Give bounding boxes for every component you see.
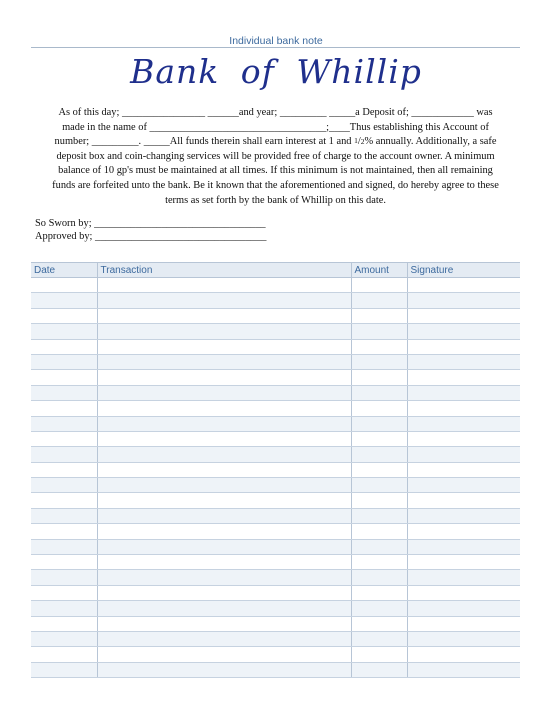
transaction-cell[interactable] xyxy=(97,662,351,677)
date-cell[interactable] xyxy=(31,354,97,369)
agreement-line xyxy=(31,135,520,150)
amount-cell[interactable] xyxy=(351,662,407,677)
signature-cell[interactable] xyxy=(407,601,520,616)
date-cell[interactable] xyxy=(31,478,97,493)
amount-cell[interactable] xyxy=(351,616,407,631)
ledger-row xyxy=(31,385,520,400)
amount-cell[interactable] xyxy=(351,570,407,585)
transaction-cell[interactable] xyxy=(97,555,351,570)
ledger-row xyxy=(31,293,520,308)
amount-cell[interactable] xyxy=(351,539,407,554)
agreement-line: made in the name of __________________________________;____Thus establishing this Account of xyxy=(62,121,489,133)
amount-cell[interactable] xyxy=(351,524,407,539)
ledger-row xyxy=(31,278,520,293)
transaction-cell[interactable] xyxy=(97,308,351,323)
agreement-line: terms as set forth by the bank of Whillip on this date. xyxy=(165,194,386,206)
ledger-row xyxy=(31,616,520,631)
ledger-row xyxy=(31,585,520,600)
ledger-row xyxy=(31,462,520,477)
date-cell[interactable] xyxy=(31,601,97,616)
signature-cell[interactable] xyxy=(407,555,520,570)
date-cell[interactable] xyxy=(31,324,97,339)
amount-cell[interactable] xyxy=(351,431,407,446)
signature-cell[interactable] xyxy=(407,339,520,354)
signature-cell[interactable] xyxy=(407,401,520,416)
date-cell[interactable] xyxy=(31,631,97,646)
signature-cell[interactable] xyxy=(407,278,520,293)
agreement-text xyxy=(31,106,520,208)
date-cell[interactable] xyxy=(31,401,97,416)
transaction-cell[interactable] xyxy=(97,339,351,354)
amount-cell[interactable] xyxy=(351,385,407,400)
ledger-row xyxy=(31,354,520,369)
date-cell[interactable] xyxy=(31,570,97,585)
transaction-cell[interactable] xyxy=(97,585,351,600)
amount-cell[interactable] xyxy=(351,555,407,570)
ledger-row xyxy=(31,662,520,677)
amount-cell[interactable] xyxy=(351,493,407,508)
amount-cell[interactable] xyxy=(351,354,407,369)
ledger-row xyxy=(31,308,520,323)
amount-cell[interactable] xyxy=(351,324,407,339)
amount-cell[interactable] xyxy=(351,370,407,385)
transaction-cell[interactable] xyxy=(97,478,351,493)
agreement-line: balance of 10 gp's must be maintained at all times. If this minimum is not maintained, then all remaining xyxy=(58,165,493,177)
signature-cell[interactable] xyxy=(407,385,520,400)
transaction-cell[interactable] xyxy=(97,508,351,523)
ledger-row xyxy=(31,478,520,493)
transaction-cell[interactable] xyxy=(97,647,351,662)
signature-cell[interactable] xyxy=(407,478,520,493)
fraction-denominator: 2 xyxy=(360,137,365,147)
date-cell[interactable] xyxy=(31,647,97,662)
date-cell[interactable] xyxy=(31,278,97,293)
signature-cell[interactable] xyxy=(407,570,520,585)
transaction-cell[interactable] xyxy=(97,370,351,385)
amount-cell[interactable] xyxy=(351,278,407,293)
ledger-row xyxy=(31,401,520,416)
signature-cell[interactable] xyxy=(407,524,520,539)
date-cell[interactable] xyxy=(31,524,97,539)
date-cell[interactable] xyxy=(31,308,97,323)
amount-cell[interactable] xyxy=(351,401,407,416)
agreement-line-part: number; _________. _____All funds therein shall earn interest at 1 and xyxy=(54,136,355,148)
transaction-cell[interactable] xyxy=(97,324,351,339)
bank-title: Bank of Whillip xyxy=(130,52,422,91)
date-cell[interactable] xyxy=(31,447,97,462)
date-cell[interactable] xyxy=(31,462,97,477)
agreement-line: deposit box and coin-changing services will be provided free of charge to the account owner. A minimum xyxy=(56,150,495,162)
agreement-line-part: % annually. Additionally, a safe xyxy=(364,136,497,148)
column-header-date: Date xyxy=(31,263,97,278)
amount-cell[interactable] xyxy=(351,631,407,646)
approved-by-line[interactable]: Approved by; _________________________________ xyxy=(35,231,267,242)
transaction-cell[interactable] xyxy=(97,493,351,508)
ledger-row xyxy=(31,539,520,554)
transaction-cell[interactable] xyxy=(97,293,351,308)
signature-cell[interactable] xyxy=(407,585,520,600)
column-header-transaction: Transaction xyxy=(97,263,351,278)
date-cell[interactable] xyxy=(31,616,97,631)
transaction-cell[interactable] xyxy=(97,616,351,631)
amount-cell[interactable] xyxy=(351,339,407,354)
agreement-line: funds are forfeited unto the bank. Be it known that the aforementioned and signed, do hereby agree to these xyxy=(52,179,499,191)
date-cell[interactable] xyxy=(31,293,97,308)
signature-cell[interactable] xyxy=(407,539,520,554)
ledger-row xyxy=(31,601,520,616)
ledger-row xyxy=(31,631,520,646)
ledger-row xyxy=(31,431,520,446)
transaction-cell[interactable] xyxy=(97,631,351,646)
transaction-cell[interactable] xyxy=(97,570,351,585)
amount-cell[interactable] xyxy=(351,601,407,616)
transaction-cell[interactable] xyxy=(97,524,351,539)
ledger-row xyxy=(31,339,520,354)
ledger-row xyxy=(31,493,520,508)
transaction-cell[interactable] xyxy=(97,447,351,462)
amount-cell[interactable] xyxy=(351,308,407,323)
date-cell[interactable] xyxy=(31,662,97,677)
transaction-cell[interactable] xyxy=(97,462,351,477)
header-divider xyxy=(31,47,520,48)
ledger-row xyxy=(31,324,520,339)
date-cell[interactable] xyxy=(31,539,97,554)
signature-cell[interactable] xyxy=(407,631,520,646)
transaction-cell[interactable] xyxy=(97,431,351,446)
fraction-slash: / xyxy=(357,136,361,148)
ledger-row xyxy=(31,508,520,523)
signature-cell[interactable] xyxy=(407,416,520,431)
transaction-cell[interactable] xyxy=(97,539,351,554)
fraction-numerator: 1 xyxy=(354,136,358,146)
amount-cell[interactable] xyxy=(351,416,407,431)
column-header-amount: Amount xyxy=(351,263,407,278)
date-cell[interactable] xyxy=(31,339,97,354)
ledger-row xyxy=(31,524,520,539)
amount-cell[interactable] xyxy=(351,447,407,462)
date-cell[interactable] xyxy=(31,385,97,400)
signature-cell[interactable] xyxy=(407,324,520,339)
signature-cell[interactable] xyxy=(407,647,520,662)
date-cell[interactable] xyxy=(31,416,97,431)
signature-cell[interactable] xyxy=(407,493,520,508)
transaction-cell[interactable] xyxy=(97,401,351,416)
amount-cell[interactable] xyxy=(351,293,407,308)
ledger-row xyxy=(31,570,520,585)
date-cell[interactable] xyxy=(31,493,97,508)
date-cell[interactable] xyxy=(31,370,97,385)
transaction-ledger xyxy=(31,262,520,678)
form-header-label: Individual bank note xyxy=(229,35,323,47)
transaction-cell[interactable] xyxy=(97,278,351,293)
signature-cell[interactable] xyxy=(407,447,520,462)
signature-cell[interactable] xyxy=(407,354,520,369)
transaction-cell[interactable] xyxy=(97,354,351,369)
ledger-body xyxy=(31,278,520,678)
signature-cell[interactable] xyxy=(407,508,520,523)
transaction-cell[interactable] xyxy=(97,416,351,431)
transaction-cell[interactable] xyxy=(97,385,351,400)
amount-cell[interactable] xyxy=(351,462,407,477)
signature-block xyxy=(35,217,266,243)
ledger-row xyxy=(31,416,520,431)
signature-cell[interactable] xyxy=(407,308,520,323)
signature-cell[interactable] xyxy=(407,662,520,677)
signature-cell[interactable] xyxy=(407,293,520,308)
date-cell[interactable] xyxy=(31,555,97,570)
transaction-cell[interactable] xyxy=(97,601,351,616)
signature-cell[interactable] xyxy=(407,462,520,477)
ledger-row xyxy=(31,647,520,662)
signature-cell[interactable] xyxy=(407,370,520,385)
column-header-signature: Signature xyxy=(407,263,520,278)
ledger-row xyxy=(31,555,520,570)
amount-cell[interactable] xyxy=(351,585,407,600)
agreement-line: As of this day; ________________ ______and year; _________ _____a Deposit of; ____________ was xyxy=(58,107,493,118)
signature-cell[interactable] xyxy=(407,616,520,631)
signature-cell[interactable] xyxy=(407,431,520,446)
amount-cell[interactable] xyxy=(351,478,407,493)
ledger-header-row xyxy=(31,263,520,278)
amount-cell[interactable] xyxy=(351,508,407,523)
sworn-by-line[interactable]: So Sworn by; _________________________________ xyxy=(35,218,266,229)
ledger-row xyxy=(31,370,520,385)
ledger-row xyxy=(31,447,520,462)
date-cell[interactable] xyxy=(31,431,97,446)
date-cell[interactable] xyxy=(31,508,97,523)
amount-cell[interactable] xyxy=(351,647,407,662)
date-cell[interactable] xyxy=(31,585,97,600)
